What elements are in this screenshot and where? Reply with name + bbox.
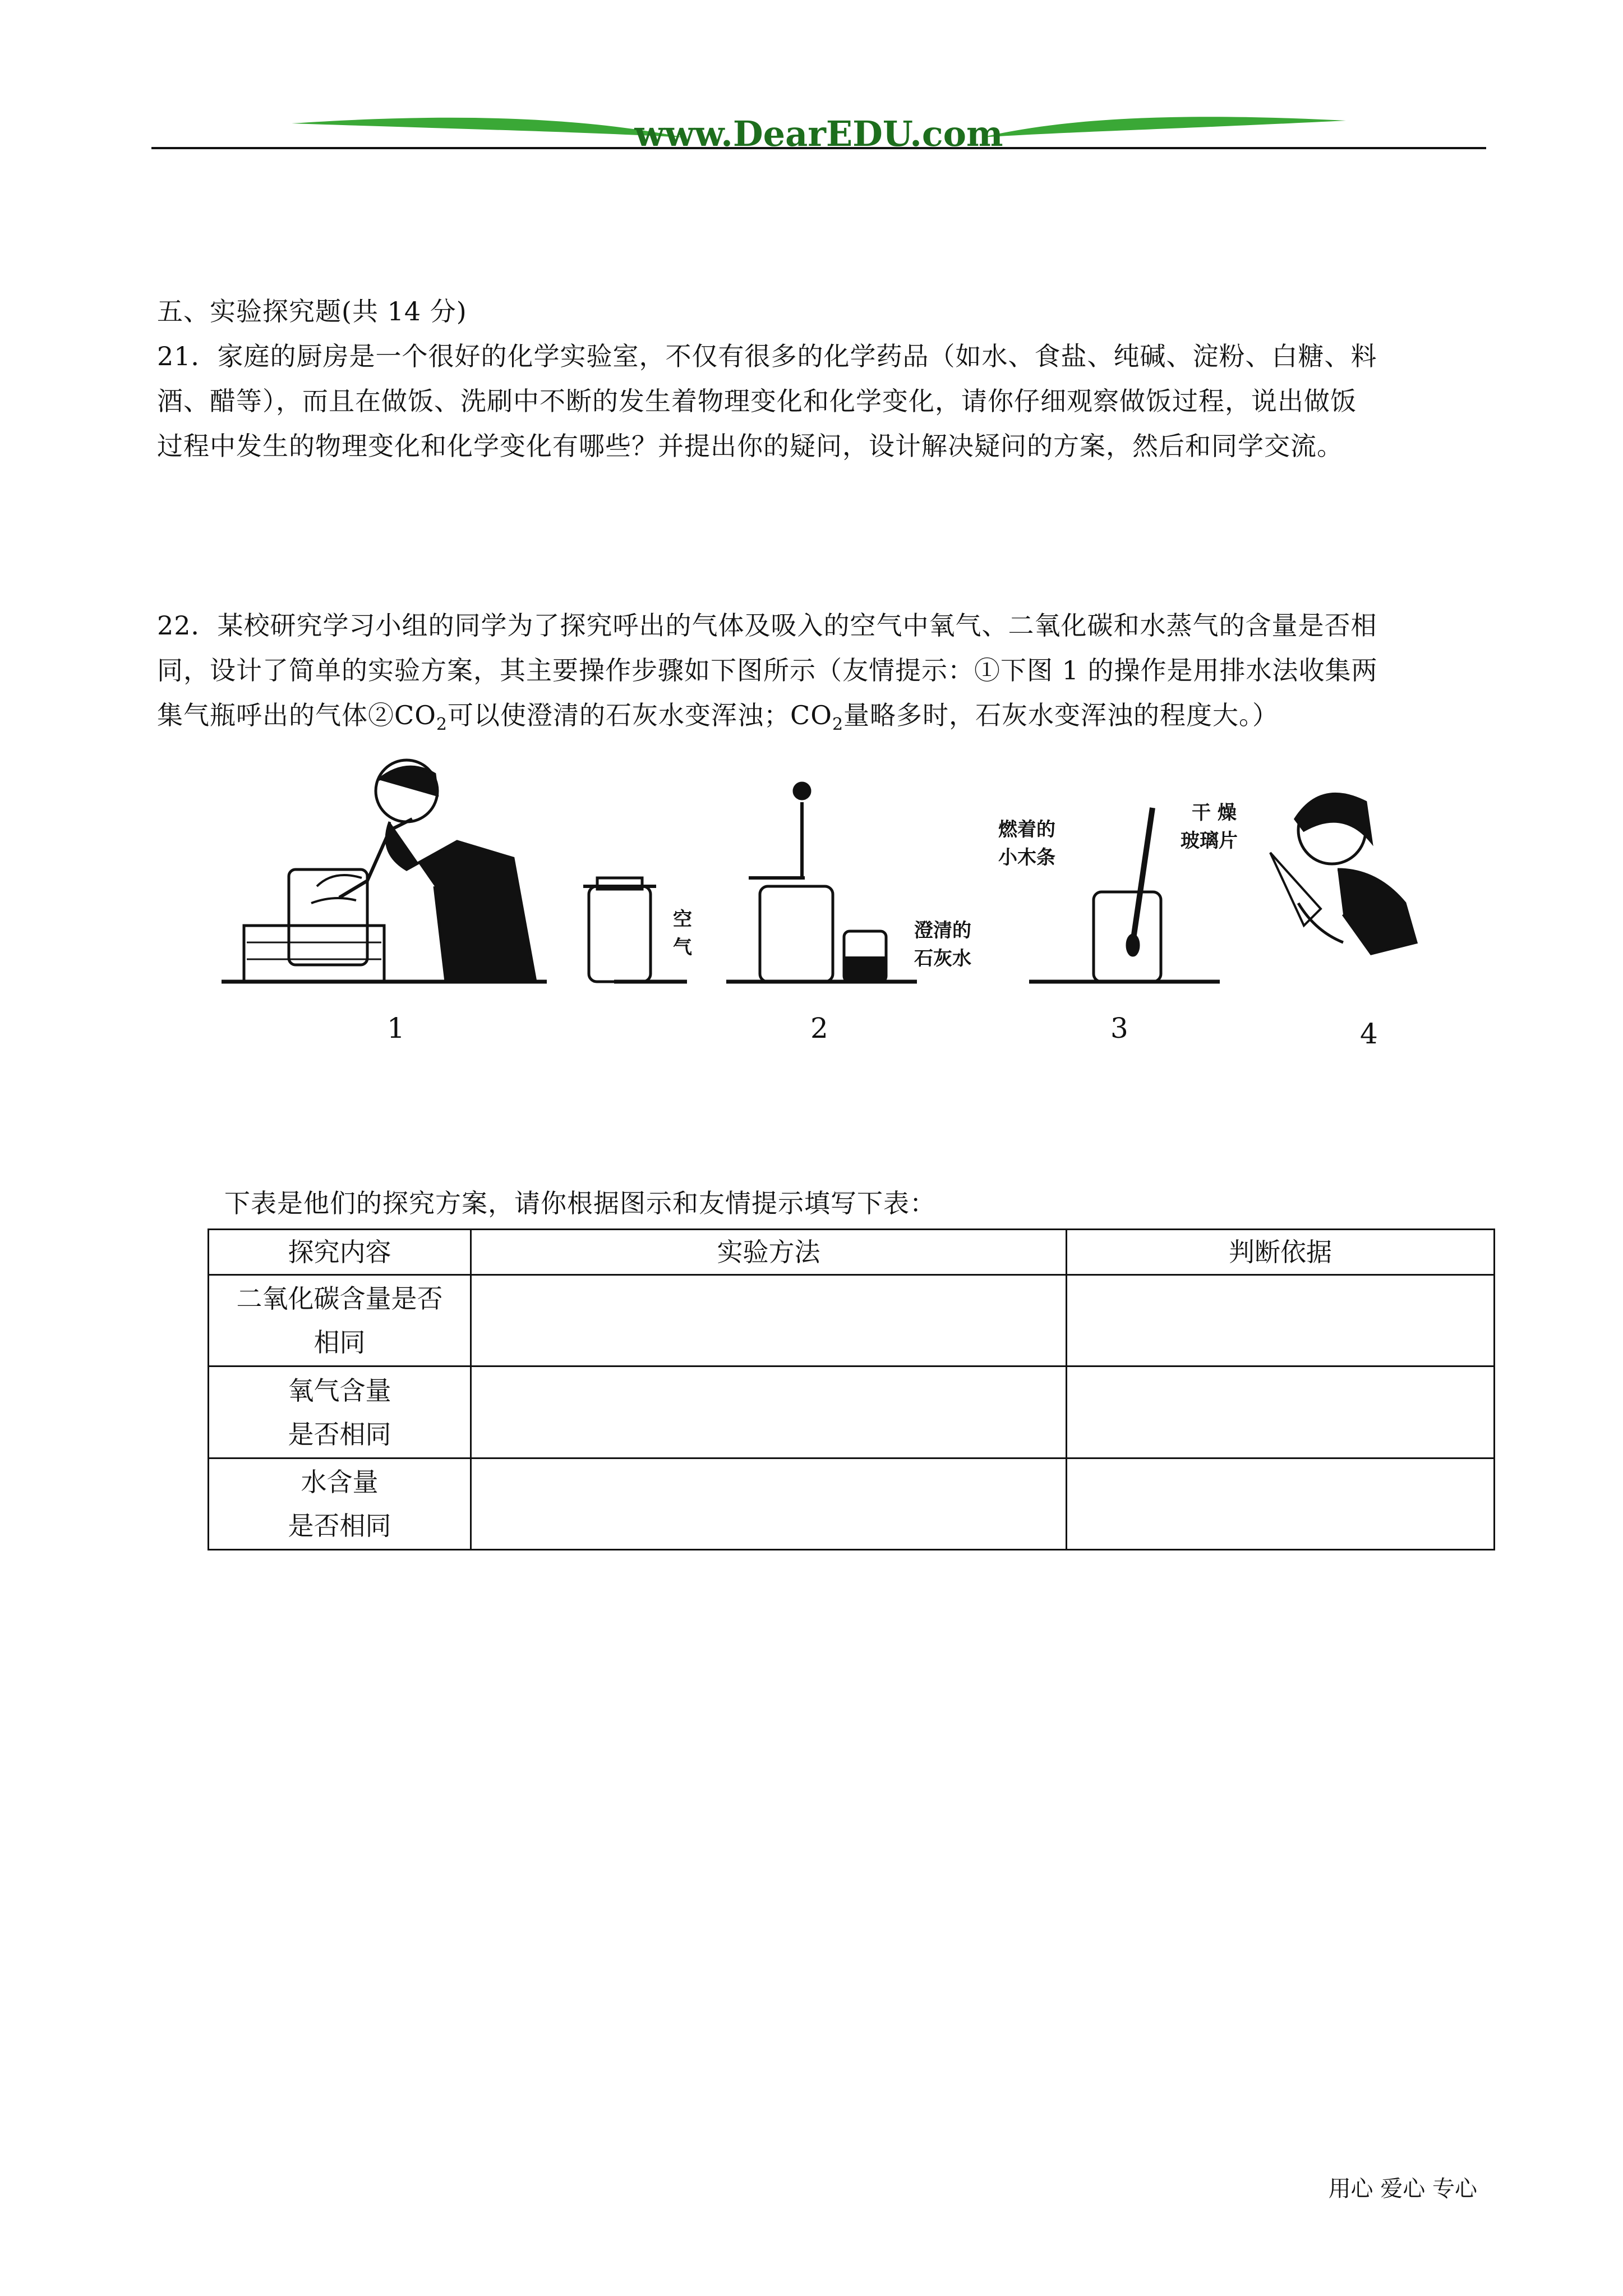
table-header-row <box>209 1230 1495 1275</box>
q21-line-3: 过程中发生的物理变化和化学变化有哪些？并提出你的疑问，设计解决疑问的方案，然后和同学交流。 <box>157 431 1343 461</box>
inquiry-scheme-table <box>208 1228 1495 1550</box>
row-label <box>209 1366 471 1458</box>
row-label-line-1: 水含量 <box>301 1466 379 1497</box>
header-basis: 判断依据 <box>1067 1230 1495 1275</box>
label-glass-2: 玻璃片 <box>1181 830 1238 852</box>
label-stick-2: 小木条 <box>998 846 1055 869</box>
label-limewater-1: 澄清的 <box>914 919 971 942</box>
row-label-line-2: 是否相同 <box>288 1510 391 1541</box>
figure-number-4: 4 <box>1360 1018 1378 1050</box>
table-row <box>209 1366 1495 1458</box>
label-air-1: 空 <box>673 908 692 931</box>
site-logo <box>292 107 1346 157</box>
q22-line-3 <box>157 693 1279 747</box>
q22-line-3-c: 量略多时，石灰水变浑浊的程度大。） <box>843 700 1279 730</box>
label-stick-1: 燃着的 <box>998 818 1055 841</box>
row-label <box>209 1275 471 1366</box>
row-label-line-2: 相同 <box>313 1327 366 1358</box>
basis-cell[interactable] <box>1067 1275 1495 1366</box>
experiment-figure <box>222 757 1433 1060</box>
method-cell[interactable] <box>471 1458 1067 1549</box>
table-row <box>209 1458 1495 1549</box>
q22-line-1: 22．某校研究学习小组的同学为了探究呼出的气体及吸入的空气中氧气、二氧化碳和水蒸气的含量是否相 <box>157 610 1377 641</box>
row-label <box>209 1458 471 1549</box>
header-content: 探究内容 <box>209 1230 471 1275</box>
label-air-2: 气 <box>673 936 692 959</box>
table-row <box>209 1275 1495 1366</box>
header-rule <box>151 147 1486 149</box>
figure-number-1: 1 <box>387 1012 405 1045</box>
panel-2-limewater-test <box>726 783 917 982</box>
label-limewater-2: 石灰水 <box>914 947 971 970</box>
figure-number-2: 2 <box>810 1012 828 1045</box>
header-method: 实验方法 <box>471 1230 1067 1275</box>
basis-cell[interactable] <box>1067 1366 1495 1458</box>
co2-subscript: 2 <box>832 715 844 735</box>
q22-line-3-b: 可以使澄清的石灰水变浑浊；CO <box>448 700 832 730</box>
method-cell[interactable] <box>471 1366 1067 1458</box>
q22-line-3-a: 集气瓶呼出的气体②CO <box>157 700 436 730</box>
site-name: www.DearEDU.com <box>634 113 1003 154</box>
figure-number-3: 3 <box>1110 1012 1128 1045</box>
panel-1-person-collecting-gas <box>222 760 547 982</box>
q22-line-2: 同，设计了简单的实验方案，其主要操作步骤如下图所示（友情提示：①下图 1 的操作是用排水法收集两 <box>157 655 1378 685</box>
row-label-line-1: 二氧化碳含量是否 <box>236 1283 443 1314</box>
footer-text: 用心 爱心 专心 <box>1328 2176 1477 2202</box>
q21-line-2: 酒、醋等），而且在做饭、洗刷中不断的发生着物理变化和化学变化，请你仔细观察做饭过程，说出做饭 <box>157 386 1357 416</box>
label-glass-1: 干 燥 <box>1192 802 1237 824</box>
air-bottle <box>583 878 656 982</box>
row-label-line-1: 氧气含量 <box>288 1375 391 1406</box>
section-title: 五、实验探究题(共 14 分) <box>157 296 467 326</box>
basis-cell[interactable] <box>1067 1458 1495 1549</box>
row-label-line-2: 是否相同 <box>288 1419 391 1450</box>
method-cell[interactable] <box>471 1275 1067 1366</box>
panel-4-girl-breathing-on-glass <box>1270 794 1416 954</box>
co2-subscript: 2 <box>436 715 448 735</box>
q21-line-1: 21．家庭的厨房是一个很好的化学实验室，不仅有很多的化学药品（如水、食盐、纯碱、淀粉、白糖、料 <box>157 341 1377 371</box>
table-intro: 下表是他们的探究方案，请你根据图示和友情提示填写下表： <box>224 1188 936 1218</box>
